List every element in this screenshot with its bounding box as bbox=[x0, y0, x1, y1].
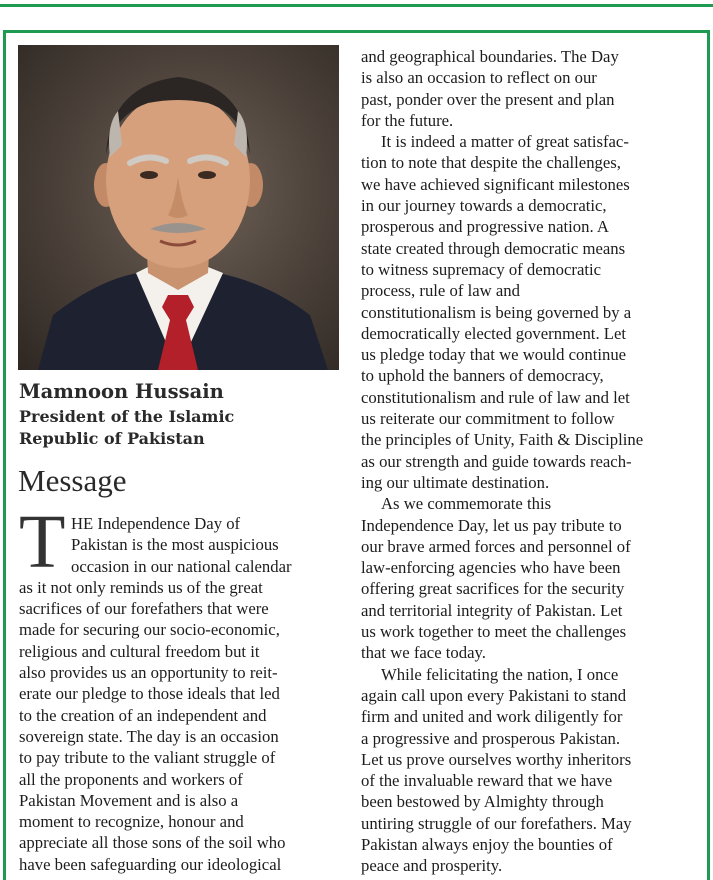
text-line: have been safeguarding our ideological bbox=[19, 854, 282, 874]
text-line: also provides us an opportunity to reit- bbox=[19, 663, 278, 683]
text-line: again call upon every Pakistani to stand bbox=[361, 685, 627, 705]
text-line: is also an occasion to reflect on our bbox=[361, 68, 597, 88]
text-line: sacrifices of our forefathers that were bbox=[19, 599, 269, 619]
text-line: to witness supremacy of democratic bbox=[361, 259, 602, 279]
text-line: constitutionalism is being governed by a bbox=[361, 302, 632, 322]
author-name: Mamnoon Hussain bbox=[19, 380, 224, 403]
text-line: democratically elected government. Let bbox=[361, 323, 627, 343]
text-line: as our strength and guide towards reach- bbox=[361, 451, 632, 471]
text-line: Pakistan is the most auspicious bbox=[71, 535, 279, 555]
top-rule bbox=[0, 0, 713, 7]
text-line: past, ponder over the present and plan bbox=[361, 89, 615, 109]
text-line: Pakistan Movement and is also a bbox=[19, 790, 239, 810]
text-line: to uphold the banners of democracy, bbox=[361, 366, 604, 386]
text-line: sovereign state. The day is an occasion bbox=[19, 726, 279, 746]
text-line: as it not only reminds us of the great bbox=[19, 577, 263, 597]
text-line: the principles of Unity, Faith & Discipline bbox=[361, 430, 644, 450]
text-line: our brave armed forces and personnel of bbox=[361, 536, 631, 556]
text-line: tion to note that despite the challenges, bbox=[361, 153, 621, 173]
text-line: occasion in our national calendar bbox=[71, 556, 292, 576]
text-line: religious and cultural freedom but it bbox=[19, 641, 260, 661]
text-line: It is indeed a matter of great satisfac- bbox=[381, 132, 629, 152]
text-line: As we commemorate this bbox=[381, 494, 552, 514]
text-line: made for securing our socio-economic, bbox=[19, 620, 280, 640]
text-line: state created through democratic means bbox=[361, 238, 626, 258]
left-text-column bbox=[19, 500, 344, 875]
drop-cap: T bbox=[19, 500, 66, 584]
text-line: of the invaluable reward that we have bbox=[361, 771, 613, 791]
text-line: us work together to meet the challenges bbox=[361, 622, 627, 642]
text-line: moment to recognize, honour and bbox=[19, 812, 244, 832]
text-line: all the proponents and workers of bbox=[19, 769, 243, 789]
text-line: appreciate all those sons of the soil who bbox=[19, 833, 286, 853]
text-line: a progressive and prosperous Pakistan. bbox=[361, 728, 621, 748]
text-line: for the future. bbox=[361, 110, 454, 130]
text-line: untiring struggle of our forefathers. May bbox=[361, 813, 632, 833]
portrait-photo bbox=[18, 45, 339, 370]
text-line: to the creation of an independent and bbox=[19, 705, 267, 725]
text-line: firm and united and work diligently for bbox=[361, 707, 623, 727]
author-title-line: President of the Islamic bbox=[19, 407, 235, 426]
text-line: prosperous and progressive nation. A bbox=[361, 217, 609, 237]
text-line: in our journey towards a democratic, bbox=[361, 196, 607, 216]
text-line: peace and prosperity. bbox=[361, 856, 503, 876]
text-line: constitutionalism and rule of law and let bbox=[361, 387, 630, 407]
text-line: ing our ultimate destination. bbox=[361, 472, 550, 492]
right-text-column bbox=[361, 46, 691, 877]
author-title-line: Republic of Pakistan bbox=[19, 429, 205, 448]
message-heading: Message bbox=[18, 463, 127, 498]
text-line: process, rule of law and bbox=[361, 281, 520, 301]
text-line: been bestowed by Almighty through bbox=[361, 792, 604, 812]
text-line: to pay tribute to the valiant struggle of bbox=[19, 748, 276, 768]
author-title bbox=[19, 406, 349, 450]
text-line: While felicitating the nation, I once bbox=[381, 664, 619, 684]
text-line: Let us prove ourselves worthy inheritors bbox=[361, 749, 632, 769]
text-line: and territorial integrity of Pakistan. Let bbox=[361, 600, 623, 620]
text-line: law-enforcing agencies who have been bbox=[361, 558, 621, 578]
text-line: us pledge today that we would continue bbox=[361, 345, 627, 365]
text-line: offering great sacrifices for the security bbox=[361, 579, 625, 599]
text-line: Independence Day, let us pay tribute to bbox=[361, 515, 622, 535]
text-line: us reiterate our commitment to follow bbox=[361, 409, 615, 429]
text-line: that we face today. bbox=[361, 643, 486, 663]
text-line: we have achieved significant milestones bbox=[361, 174, 630, 194]
text-line: HE Independence Day of bbox=[71, 514, 241, 533]
text-line: and geographical boundaries. The Day bbox=[361, 47, 619, 66]
text-line: Pakistan always enjoy the bounties of bbox=[361, 834, 613, 854]
text-line: erate our pledge to those ideals that led bbox=[19, 684, 280, 704]
